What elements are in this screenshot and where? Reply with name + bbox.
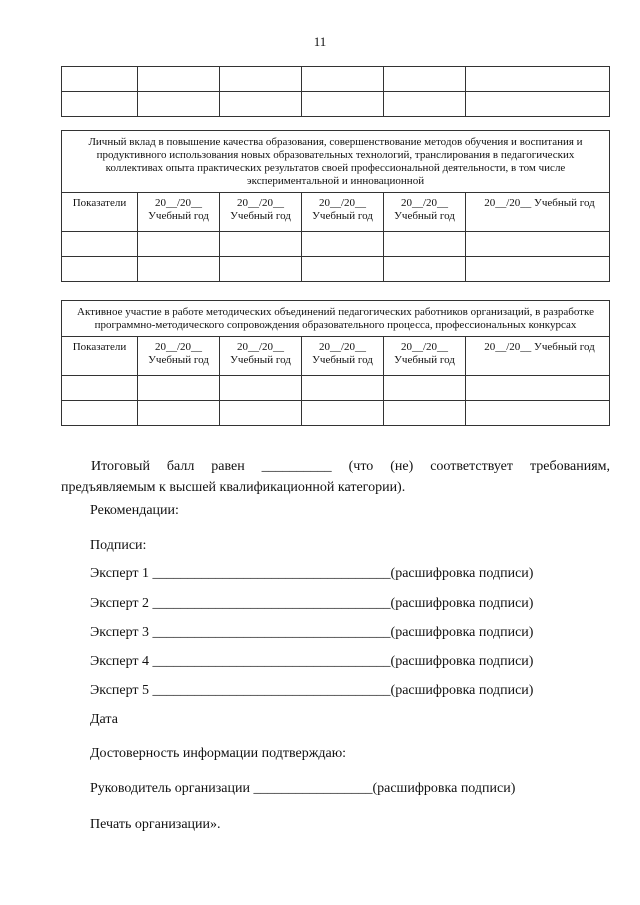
table-row <box>62 257 610 282</box>
header-cell: 20__/20__ Учебный год <box>384 193 466 232</box>
header-cell: 20__/20__ Учебный год <box>466 193 610 232</box>
expert-signature-line: Эксперт 4 __________________________________(расшифровка подписи) <box>90 654 534 669</box>
header-cell: Показатели <box>62 193 138 232</box>
header-cell: 20__/20__ Учебный год <box>466 337 610 376</box>
table-row <box>62 376 610 401</box>
table-title: Личный вклад в повышение качества образования, совершенствование методов обучения и воспитания и продуктивного использования новых образовательных технологий, транслирования в педагогических коллективах опыта практических результатов своей профессиональной деятельности, в том числе экспериментальной и инновационной <box>62 131 610 193</box>
seal-text: Печать организации». <box>90 817 221 832</box>
total-score-text: Итоговый балл равен __________ (что (не) соответствует требованиям, предъявляемым к высшей квалификационной категории). <box>61 459 610 495</box>
table-row <box>62 92 610 117</box>
recommendations-label: Рекомендации: <box>90 503 179 518</box>
expert-signature-line: Эксперт 2 __________________________________(расшифровка подписи) <box>90 596 534 611</box>
table-row <box>62 67 610 92</box>
table-title: Активное участие в работе методических объединений педагогических работников организаций, в разработке программно-методического сопровождения образовательного процесса, профессиональных конкурсах <box>62 301 610 337</box>
table-header-row <box>62 337 610 376</box>
signatures-label: Подписи: <box>90 538 147 553</box>
table-row <box>62 401 610 426</box>
confirm-text: Достоверность информации подтверждаю: <box>90 746 347 761</box>
header-cell: 20__/20__ Учебный год <box>138 337 220 376</box>
continuation-table <box>61 66 610 117</box>
head-signature-line: Руководитель организации _________________(расшифровка подписи) <box>90 781 516 796</box>
header-cell: 20__/20__ Учебный год <box>138 193 220 232</box>
methodical-table <box>61 300 610 426</box>
header-cell: 20__/20__ Учебный год <box>220 193 302 232</box>
expert-signature-line: Эксперт 5 __________________________________(расшифровка подписи) <box>90 683 534 698</box>
contribution-table <box>61 130 610 282</box>
header-cell: 20__/20__ Учебный год <box>302 337 384 376</box>
date-label: Дата <box>90 712 118 727</box>
expert-signature-line: Эксперт 1 __________________________________(расшифровка подписи) <box>90 566 534 581</box>
header-cell: 20__/20__ Учебный год <box>384 337 466 376</box>
header-cell: 20__/20__ Учебный год <box>302 193 384 232</box>
header-cell: Показатели <box>62 337 138 376</box>
expert-signature-line: Эксперт 3 __________________________________(расшифровка подписи) <box>90 625 534 640</box>
page-number: 11 <box>313 34 327 49</box>
header-cell: 20__/20__ Учебный год <box>220 337 302 376</box>
table-row <box>62 232 610 257</box>
table-header-row <box>62 193 610 232</box>
